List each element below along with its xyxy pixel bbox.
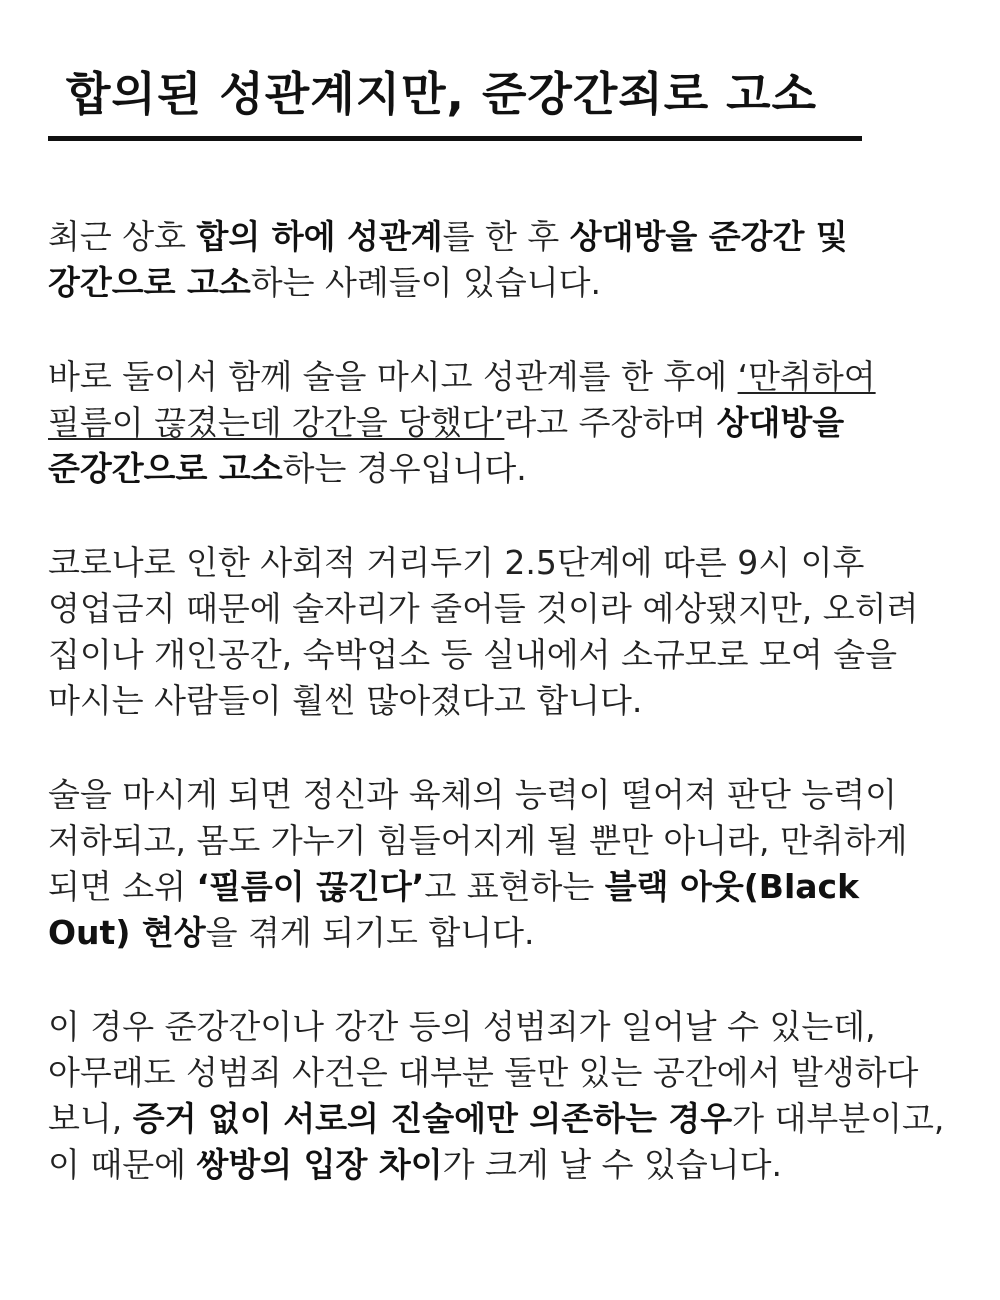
text-span: 라고 주장하며 — [504, 403, 717, 442]
text-span: 바로 둘이서 함께 술을 마시고 성관계를 한 후에 — [48, 357, 738, 396]
emphasis-text: 쌍방의 입장 차이 — [196, 1145, 443, 1184]
text-span: 최근 상호 — [48, 217, 197, 256]
paragraph-covid: 코로나로 인한 사회적 거리두기 2.5단계에 따른 9시 이후 영업금지 때문에 술자리가 줄어들 것이라 예상됐지만, 오히려 집이나 개인공간, 숙박업소 등 실내에서 소규모로 모여 술을 마시는 사람들이 훨씬 많아졌다고 합니다. — [48, 543, 919, 720]
text-span: 하는 사례들이 있습니다. — [250, 263, 602, 302]
emphasis-text: 상대방을 준강간으로 고소 — [48, 403, 845, 488]
emphasis-text: ‘필름이 끊긴다’ — [196, 867, 425, 906]
paragraph-intro — [48, 214, 952, 306]
emphasis-text: 블랙 아웃(Black Out) 현상 — [48, 867, 860, 952]
text-span: 술을 마시게 되면 정신과 육체의 능력이 떨어져 판단 능력이 저하되고, 몸도 가누기 힘들어지게 될 뿐만 아니라, 만취하게 되면 소위 — [48, 775, 908, 906]
underlined-quote: ‘만취하여 필름이 끊겼는데 강간을 당했다’ — [48, 357, 876, 442]
text-span: 를 한 후 — [442, 217, 570, 256]
text-span: 하는 경우입니다. — [282, 449, 527, 488]
text-span: 이 경우 준강간이나 강간 등의 성범죄가 일어날 수 있는데, 아무래도 성범죄 사건은 대부분 둘만 있는 공간에서 발생하다 보니, — [48, 1007, 919, 1138]
paragraph-case — [48, 354, 952, 492]
emphasis-text: 증거 없이 서로의 진술에만 의존하는 경우 — [132, 1099, 733, 1138]
text-span: 고 표현하는 — [424, 867, 605, 906]
paragraph-evidence — [48, 1004, 952, 1188]
text-span: 가 크게 날 수 있습니다. — [442, 1145, 782, 1184]
title-underline — [48, 136, 862, 141]
emphasis-text: 상대방을 준강간 및 강간으로 고소 — [48, 217, 848, 302]
text-span: 을 겪게 되기도 합니다. — [205, 913, 535, 952]
page-title: 합의된 성관계지만, 준강간죄로 고소 — [66, 67, 818, 121]
emphasis-text: 합의 하에 성관계 — [196, 217, 443, 256]
paragraph-blackout — [48, 772, 952, 956]
article-body — [48, 214, 952, 1236]
text-span: 가 대부분이고, 이 때문에 — [48, 1099, 945, 1184]
